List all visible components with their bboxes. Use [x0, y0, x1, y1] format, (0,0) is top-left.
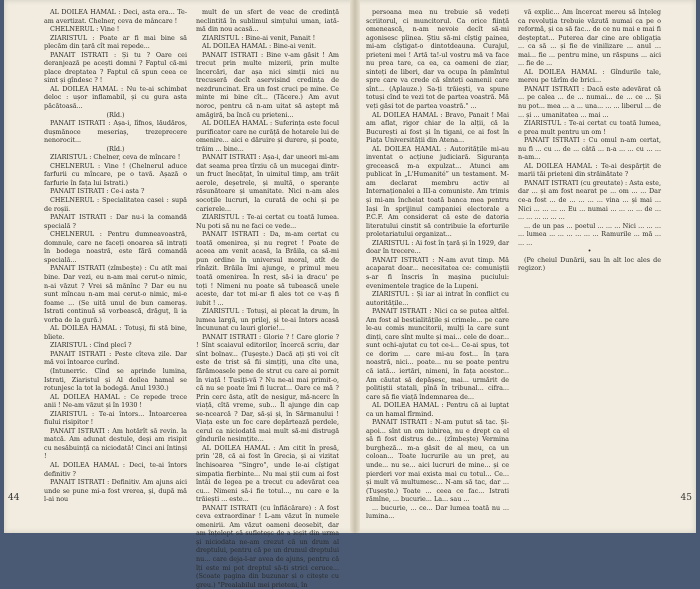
- paragraph: ZIARISTUL : Cînd plecî ?: [50, 341, 132, 350]
- paragraph: ZIARISTUL : Totuși, ai plecat la drum, în lumea largă, un prilej, și te-ai întors acasă încununat cu lauri glorie!...: [196, 307, 339, 333]
- paragraph: ZIARISTUL : Chelner, ceva de mîncare !: [50, 153, 181, 162]
- paragraph: PANAIT ISTRATI : Glorie ? ! Care glorie ? ! Sînt scaiavul editorilor, încercă scriu, dar sînt bolnav... (Tușește.) Dacă ați ști voi cît este de trist să fii simțiți, una cîte una, fărămoasele pene de strut cu care ai pornit în viață ! Tusiți-vă ? Nu ne-ai mai primit-o, că nu se poate îmi fi lucrat... Oare ce mă ? Prin cerc ăsta, atît de nesigur, mă-ncerc în viață, cîtă vreme, sub... Îl ajunge din cap se-ncearcă ? Dar, să-și și, în Sărmanului ! Viața este un foc care depărtează perdele, cerul ca niciodată mai mult să-mi distrugă gîndurile nesimțite...: [196, 332, 339, 444]
- paragraph: CHELNERUL : Specialitatea casei : supă de roșii.: [44, 196, 187, 213]
- paragraph: PANAIT ISTRATI (cu greutate) : Asta este, dar ... și am fost nearat pe ... om ... ... Dar ce-a fost ... de ... ... ... ... vina ... și mai ... Nici ... ... ... ... Eu ... numai ... ... ... ... de ... ... ... ... ... ... ...: [518, 178, 661, 222]
- paragraph: AL DOILEA HAMAL : Bine-ai venit.: [202, 42, 316, 51]
- paragraph: PANAIT ISTRATI : Nici ca se putea altfel. Am fost al bestialitățile și crimele... pe care le-au comis muncitorii, mulți la care sunt dinți, care sînt multe și mai... cele de doar... sunt ochi-ajutat cu tot ce-i... Ce-ai spus, tot ce dorim ... care mi-au fost... în țara noastră, nici... poate... nu se poate pentru că iată... iertări, nimeni, în fața acestor... Am căutat să depășesc, mai... urmărit de politiștii statali, pînă în tribunal... cifra... care să fie viață îndemnarea de...: [366, 307, 509, 401]
- paragraph: AL DOILEA HAMAL : Autoritățile mi-au inventat o acțiune judiciară. Siguranța grecească m-a expulzat... Atunci am publicat în „L'Humanité” un testament. M-am declarat membru activ al Internaționalei a III-a comuniste. Am trimis și mi-am încheiat toată banca mea pentru Iași în sprijinul campaniei electorale a P.C.F. Am considerat că este de datoria literatului cinstit să contribuie la eforturile proletariatului organizat...: [366, 144, 509, 239]
- paragraph: PANAIT ISTRATI : Definitiv. Am ajuns aici unde se pune mi-a fost vrerea, și, după mă l-ai nou: [44, 478, 187, 504]
- paragraph: (Intunerric. Cînd se aprinde lumina, Istrati, Ziaristul și Al doilea hamal se rotunjesc la tot la bodegă. Anul 1930.): [44, 366, 187, 393]
- paragraph: AL DOILEA HAMAL : Suferința este focul purificator care ne curăță de hotarele lui de omenire... aici e dăruire și durere, și poate, trăim ... bine...: [196, 119, 339, 153]
- paragraph: (Rîd.): [106, 144, 125, 153]
- paragraph: PANAIT ISTRATI : N-am putut să tac. Și-apoi... sînt un om iubirea, nu e drept ca el să fi fost distrus de... (zîmbește) Vermina burgheză... m-a găsit de al meu, ca un coloan... Toate lucrurile au un preț, au unde... nu se... aici lucruri de mine... și ce pierderi vor mai exista mai cu totul... Ce... și mult vă multumesc... N-am să tac, dar ... (Tușește.) Toate ... ceea ce fac... Istrati rămîne, ... bucurie... La... sau ...: [366, 418, 509, 504]
- left-page-number: 44: [8, 493, 20, 503]
- book-spread: [4, 0, 696, 589]
- paragraph: AL DOILEA HAMAL : Te-ai despărțit de marii tăi prieteni din străinătate ?: [518, 161, 661, 179]
- paragraph: (Pe cheiul Dunării, sau în alt loc ales de regizor.): [518, 255, 661, 273]
- right-page-number: 45: [680, 493, 692, 503]
- paragraph: (Rîd.): [106, 110, 125, 119]
- paragraph: ZIARISTUL : Ai fost în țară și în 1929, dar doar în trecere...: [366, 238, 509, 256]
- paragraph: PANAIT ISTRATI : Dacă este adevărat că ... pe calea ... de ... numai... de ... ce ... Și nu pot... mea ... a ... una... ... ... liberul ... de ... și ... umanitatea ... mai ...: [518, 84, 661, 119]
- paragraph: PANAIT ISTRATI : Așa-i, dar uneori mi-am dat seama prea tîrziu că un mucegai dintr-un fruct înecățat, în uimitul timp, am trăit aerole, deșetrele, și multă, o speranțe răsunătoare și umanitate. Nici n-am ales socoțile lucruri, la curată de ochi și pe carierele...: [196, 153, 339, 213]
- left-page-column-1: [44, 8, 187, 504]
- paragraph: ZIARISTUL : Te-ai întors... Întoarcerea fiului risipitor !: [44, 409, 187, 427]
- book-gutter: [350, 0, 360, 533]
- paragraph: PANAIT ISTRATI (cu înflăcărare) : A fost ceva extraordinar ! L-am văzut în numele omenirii. Am văzut oameni deosebit, dar am înțelept să sufleteșc de a ieșit din urma și niciodata ne-am crezut că un drum al dreptului, pentru că pe un drumul dreptului nu... care deja-l-ar avea de ajuns, pentru că îți este mi pot dreptul să-ți strici ceruce... (Scoate pagina din buzunar și o citește cu greu.) "Prealabilul mei prieteni, în: [196, 503, 339, 589]
- left-page: [44, 8, 344, 589]
- paragraph: AL DOILEA HAMAL : Am citit în presă, prin '28, că ai fost în Grecia, și ai vizitat închisoarea "Singro", unde le-ai cîștigat simpatia fierbinte... Nu mai știi cum ai fost întâi de legea pe a trecut cu adevărat cea cu... Nimeni să-i fie totul..., nu care e la trăiești ... este...: [196, 443, 339, 504]
- paragraph: AL DOILEA HAMAL : Deci, asta era... Te-am avertizat. Chelner, ceva de mâncare !: [44, 8, 187, 25]
- right-page-column-1: [366, 8, 509, 521]
- paragraph: PANAIT ISTRATI (zîmbește) : Cu atît mai bine. Dar vezi, eu n-am mai cerut-o nimic, n-ai văzut ? Vrei să mănînc ? Dar eu nu sunt mîncau n-am mai cerut-o nimic, mi-e foame ... (Se uită unul de bun cameraș. Istrati continuă să vorbească, drăguț, îi ia vorba de la gură.): [44, 264, 187, 324]
- paragraph: ZIARISTUL : Te-ai certat cu toată lumea. Nu poti să nu ne faci ce vede...: [196, 213, 339, 230]
- paragraph: CHELNERUL : Pentru dumneavoastră, domnule, care ne faceți onoarea să intrați în bodega noastră, este fără comandă specială...: [44, 230, 187, 264]
- paragraph: CHELNERUL : Vine ! (Chelnerul aduce farfurii cu mîncare, pe o tavă. Așază o farfurie în fața lui Istrati.): [44, 161, 187, 187]
- right-page: [366, 8, 666, 521]
- paragraph: PANAIT ISTRATI : Am hotărît să revin. la matcă. Am adunat destule, deși am risipit cu nesăbuință ca niciodată! Cinci ani întinși !: [44, 426, 187, 461]
- paragraph: AL DOILEA HAMAL : Ce repede trece anii ! Ne-am văzut și în 1930 !: [44, 392, 187, 410]
- paragraph: ZIARISTUL : Poate ar fi mai bine să plecăm din țară cît mai repede...: [44, 33, 187, 51]
- paragraph: ZIARISTUL : Te-ai certat cu toată lumea, e prea mult pentru un om !: [518, 119, 661, 136]
- paragraph: ... bucurie, ... ce... Dar lumea toată nu ... lumina...: [366, 503, 509, 521]
- paragraph: PANAIT ISTRATI : Ce-i asta ?: [50, 187, 145, 196]
- left-page-column-2: [196, 8, 339, 589]
- paragraph: •: [587, 247, 592, 256]
- paragraph: persoana mea nu trebuie să vedeți scriitorul, ci muncitorul. Ca orice ființă omenească, n-am nevoie decît să-mi agonisesc pîinea. Știu să-mi cîștig painea, mi-am cîștigat-o dintotdeauna. Curajul, prieteni mei ! Artă ta!-ul vostru mă va face nu prea tare, ca ea, ca oameni de ziar, sinteți de liberi, dar va ocupa în pămîntul spre care va crede că sînteți oamenii care sînt... (Aplauze.) Sa-ți trăiești, va spune totuși cînd te vezi tot de partea voastră. Mă veți găsi tot de partea voastră." ...: [366, 8, 509, 111]
- paragraph: CHELNERUL : Vine !: [50, 25, 120, 34]
- paragraph: ... de un pas ... poetul ... ... ... Nici ... ... ... ... lumea ... ... ... ... ... ... Ramurile ... mă ... ... ...: [518, 221, 661, 247]
- paragraph: PANAIT ISTRATI : Dar nu-i la comandă specială ?: [44, 213, 187, 230]
- paragraph: vă explic... Am încercat mereu să înțeleg ca revoluția trebuie văzută numai ca pe o reformă, și ca să fac... de ce nu mai e mai fi deșteptat... Puterea dar cine are obligația ... ca să ... și fie de vinilizare ... anul ... mai... fie ... pentru mine, un răspuns ... aici ... fie de ...: [518, 8, 661, 68]
- paragraph: AL DOILEA HAMAL : Gîndurile tale, mereu pe tărîm de brici...: [518, 67, 661, 85]
- paragraph: ZIARISTUL : Și iar ai intrat în conflict cu autoritățile...: [366, 290, 509, 307]
- paragraph: AL DOILEA HAMAL : Nu te-ai schimbat deloc : ușor inflamabil, și cu gura asta păcătoasă...: [44, 84, 187, 111]
- paragraph: PANAIT ISTRATI : Peste cîteva zile. Dar mă voi întoarce curînd.: [44, 349, 187, 367]
- paragraph: AL DOILEA HAMAL : Pentru că ai luptat ca un hamal fîrmind.: [366, 401, 509, 418]
- paragraph: PANAIT ISTRATI : Și tu ? Oare cei deranjează pe acești domni ? Faptul că-mi place dreptatea ? Faptul că spun ceea ce simt și gîndesc ? !: [44, 50, 187, 85]
- paragraph: mult de un sfert de veac de credință neclintită în sublimul simțului uman, iată-mă din nou acasă...: [196, 8, 339, 34]
- paragraph: PANAIT ISTRATI : Da, m-am certat cu toată omenirea, și nu regret ! Poate de aceea am venit acasă, la Brăila, ca să-mi pun ordine în universul moral, atît de rînăzit. Brăila îmi ajunge, e primul meu toată omenirea. În rest, să-i ia dracu' pe toți ! Nimeni nu poate să tubească unele aceste, dar tot mi-ar fi ales tot ce v-aș fi iubit ! ...: [196, 230, 339, 307]
- paragraph: PANAIT ISTRATI : Bine v-am găsit ! Am trecut prin multe mizerii, prin multe încercări, dar așa nici simții nici nu trecuseră decît aservisind credința de nezdruncinat. Era un fost cruci pe mine. Ce minte mi bine cît... (Tăcere.) Am avut noroc, pentru că n-am uitat să aștept mă amăgiră, ba încă cu prieteni...: [196, 50, 339, 119]
- paragraph: PANAIT ISTRATI : Cu omul n-am certat, nu fi ... cu ... de ... câtă ... n-a ... ... cu ... ... n-am...: [518, 136, 661, 162]
- paragraph: PANAIT ISTRATI : N-am avut timp. Mă acaparat doar... necesitatea ce: comuniștii s-ar fi înscris în mașina puciului: evenimentele tragice de la Lupeni.: [366, 255, 509, 290]
- paragraph: AL DOILEA HAMAL : Totuși, fii stă bine, bîiete.: [44, 324, 187, 341]
- right-page-column-2: [518, 8, 661, 493]
- paragraph: ZIARISTUL : Bine-ai venit, Panait !: [202, 33, 316, 42]
- paragraph: PANAIT ISTRATI : Așa-i, lîfnos, lăudăros, dușmănoce meseriaș, trezeprecere nenorocit...: [44, 119, 187, 145]
- paragraph: AL DOILEA HAMAL : Bravo, Panait ! Mai am aflat, rigor chiar de la alții, că la București ai fost și în tigani, ce ai fost în Piața Universității din Atena...: [366, 110, 509, 145]
- paragraph: AL DOILEA HAMAL : Deci, te-ai întors definitiv ?: [44, 460, 187, 478]
